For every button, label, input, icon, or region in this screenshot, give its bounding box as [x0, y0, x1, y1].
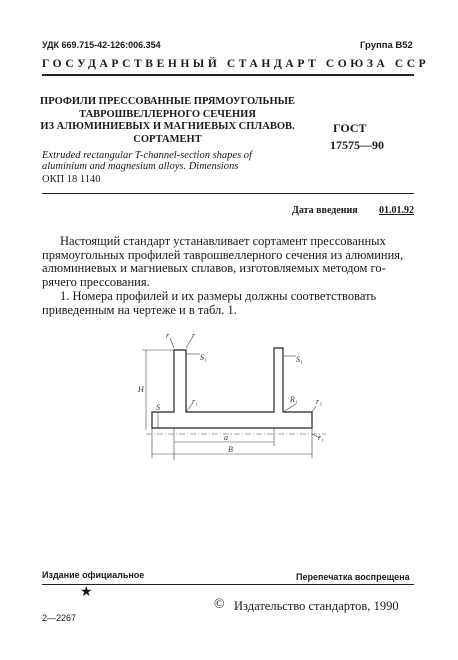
copyright-icon: © — [214, 597, 225, 612]
okp-code: ОКП 18 1140 — [42, 174, 101, 185]
paragraph-scope — [42, 235, 414, 289]
edition-label: Издание официальное — [42, 570, 145, 580]
label-h: H — [138, 385, 144, 394]
label-b: B — [228, 445, 233, 454]
label-r3: r₁ — [318, 433, 324, 442]
title-line: СОРТАМЕНТ — [133, 133, 202, 145]
date-label: Дата введения — [292, 205, 358, 216]
paragraph-line: рячего прессования. — [42, 274, 150, 289]
gost-number: 17575—90 — [330, 138, 384, 152]
label-a: a — [224, 433, 228, 442]
paragraph-line: Настоящий стандарт устанавливает сортамент прессованных — [60, 234, 386, 248]
paragraph-item-1 — [42, 290, 414, 317]
paragraph-line: 1. Номера профилей и их размеры должны соответствовать — [60, 289, 377, 303]
reprint-label: Перепечатка воспрещена — [296, 572, 410, 582]
label-r2: r₂ — [316, 397, 322, 406]
label-r-right: r — [192, 331, 196, 340]
label-s1-left: S₁ — [200, 353, 207, 362]
english-title-line: Extruded rectangular T-channel-section shapes of — [42, 150, 252, 161]
english-title — [42, 150, 292, 172]
title-rule — [42, 193, 414, 194]
label-s1-right: S₁ — [296, 355, 303, 364]
profile-outline — [152, 348, 312, 428]
star-icon: ★ — [80, 585, 93, 600]
state-standard-banner: ГОСУДАРСТВЕННЫЙ СТАНДАРТ СОЮЗА ССР — [42, 58, 430, 70]
footer-rule — [42, 584, 414, 585]
standard-title — [40, 96, 295, 146]
header-rule — [42, 74, 414, 76]
label-s: S — [156, 403, 160, 412]
title-line: ТАВРОШВЕЛЛЕРНОГО СЕЧЕНИЯ — [79, 108, 256, 120]
paragraph-line: прямоугольных профилей таврошвеллерного сечения из алюминия, — [42, 247, 404, 262]
label-r-inner: r₁ — [192, 397, 198, 406]
paragraph-line: приведенным на чертеже и в табл. 1. — [42, 302, 237, 317]
label-r-left: r — [166, 331, 170, 340]
date-value: 01.01.92 — [379, 205, 414, 216]
title-line: ИЗ АЛЮМИНИЕВЫХ И МАГНИЕВЫХ СПЛАВОВ. — [40, 121, 295, 132]
group-code: Группа В52 — [360, 40, 413, 51]
copyright-text: Издательство стандартов, 1990 — [234, 599, 399, 613]
paragraph-line: алюминиевых и магниевых сплавов, изготовляемых методом го- — [42, 261, 386, 275]
english-title-line: aluminium and magnesium alloys. Dimensions — [42, 161, 239, 172]
udc-code: УДК 669.715-42-126:006.354 — [42, 40, 161, 50]
print-code: 2—2267 — [42, 613, 77, 623]
profile-drawing — [130, 330, 330, 460]
title-line: ПРОФИЛИ ПРЕССОВАННЫЕ ПРЯМОУГОЛЬНЫЕ — [40, 96, 295, 107]
label-r1: R₁ — [290, 395, 298, 404]
gost-label: ГОСТ — [333, 121, 367, 135]
